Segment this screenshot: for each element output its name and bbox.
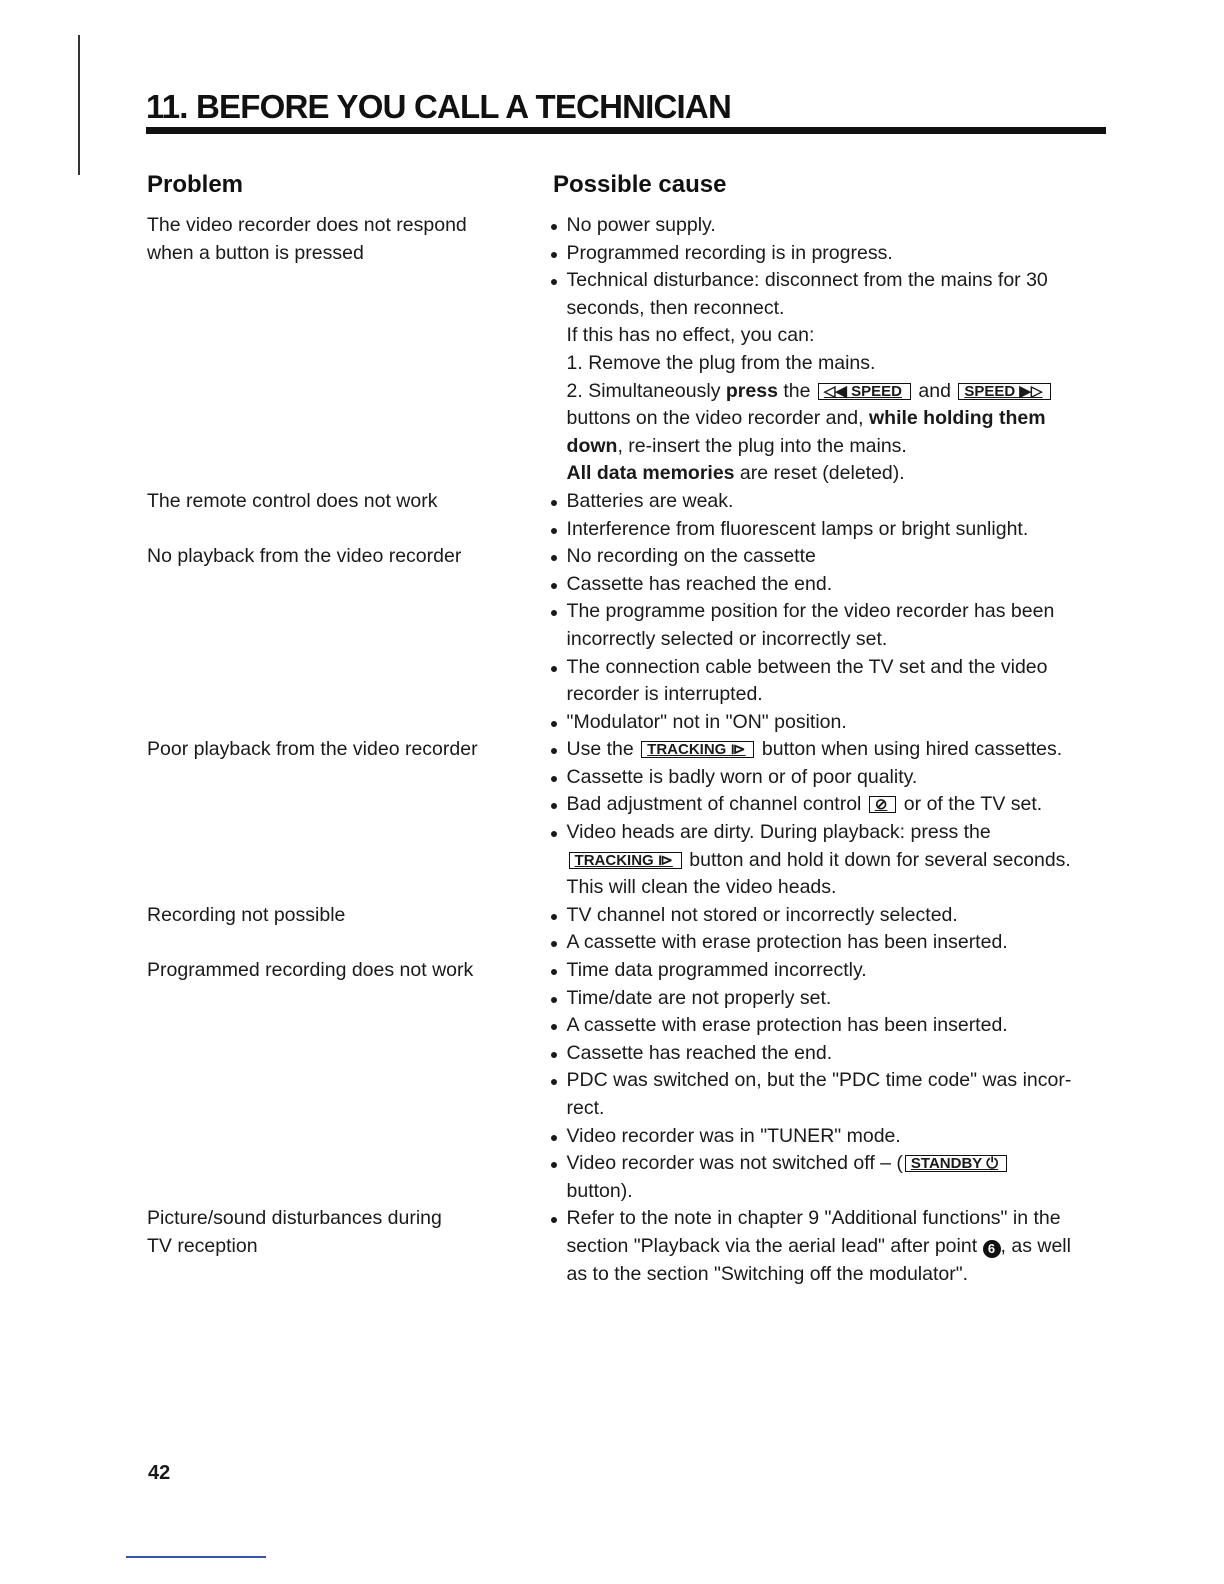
table-row: [147, 212, 1127, 488]
cause-text: buttons on the video recorder and,: [566, 407, 869, 430]
cause-text: Technical disturbance: disconnect from the mains for 30: [566, 269, 1048, 292]
cause-text: Use the: [566, 738, 640, 761]
cause-item: [551, 791, 1127, 819]
cause-text: the: [777, 379, 816, 402]
cause-item: [551, 240, 1127, 268]
cause-item: [551, 736, 1127, 764]
cause-text: Time/date are not properly set.: [566, 986, 832, 1009]
cause-text: rect.: [566, 1097, 605, 1119]
table-row: [147, 543, 1127, 736]
problem-text: No playback from the video recorder: [147, 545, 462, 568]
problem-text: Programmed recording does not work: [147, 959, 474, 982]
cause-item: [551, 929, 1127, 957]
cause-note: [551, 322, 1127, 350]
cause-text: section "Playback via the aerial lead" after point: [566, 1234, 983, 1257]
cause-note: [551, 350, 1127, 378]
cause-text: seconds, then reconnect.: [566, 296, 785, 319]
cause-item: [551, 543, 1127, 571]
cause-text: No power supply.: [566, 214, 716, 236]
cause-bold-text: while holding them: [868, 407, 1046, 430]
cause-text: Cassette has reached the end.: [566, 1041, 833, 1064]
cause-text: Video heads are dirty. During playback: press the: [566, 821, 991, 844]
cause-item: [551, 1123, 1127, 1151]
cause-list: [551, 488, 1127, 543]
cause-text: Batteries are weak.: [566, 489, 734, 512]
cause-text: If this has no effect, you can:: [566, 324, 815, 347]
cause-text: Cassette has reached the end.: [566, 572, 833, 595]
page-number: 42: [148, 1462, 171, 1484]
cause-list: [551, 736, 1127, 902]
cause-text: as to the section "Switching off the modulator".: [566, 1262, 969, 1285]
cause-text: recorder is interrupted.: [566, 683, 763, 706]
problem-text: Poor playback from the video recorder: [147, 738, 478, 761]
cause-list: [551, 543, 1127, 736]
footer-line: [126, 1556, 266, 1558]
cause-item: [551, 267, 1127, 322]
device-button-label: TRACKING ⧐: [569, 852, 682, 869]
cause-text: This will clean the video heads.: [566, 876, 837, 899]
cause-text: A cassette with erase protection has been inserted.: [566, 931, 1008, 954]
problem-text: The remote control does not work: [147, 489, 438, 512]
cause-text: Time data programmed incorrectly.: [566, 959, 867, 982]
cause-text: The connection cable between the TV set and the video: [566, 655, 1048, 678]
cause-item: [551, 598, 1127, 653]
cause-item: [551, 709, 1127, 737]
cause-text: button when using hired cassettes.: [756, 738, 1063, 761]
device-button-label: STANDBY ⏻: [905, 1155, 1007, 1172]
cause-text: 2. Simultaneously: [566, 379, 726, 402]
cause-note: [551, 460, 1127, 488]
cause-text: and: [912, 379, 957, 402]
step-number-icon: 6: [983, 1240, 1001, 1258]
troubleshooting-table: [147, 212, 1127, 1288]
table-row: [147, 1205, 1127, 1288]
cause-item: [551, 488, 1127, 516]
page-title: 11. BEFORE YOU CALL A TECHNICIAN: [146, 88, 731, 125]
cause-item: [551, 1205, 1127, 1288]
cause-text: Video recorder was not switched off – (: [566, 1152, 903, 1175]
cause-item: [551, 1067, 1127, 1122]
cause-item: [551, 654, 1127, 709]
cause-bold-text: All data memories: [566, 462, 735, 485]
cause-item: [551, 571, 1127, 599]
cause-note: [551, 378, 1127, 461]
cause-bold-text: down: [566, 434, 618, 457]
device-button-label: TRACKING ⧐: [641, 741, 754, 758]
problem-text: Picture/sound disturbances during TV reception: [147, 1207, 442, 1257]
table-row: [147, 957, 1127, 1205]
cause-item: [551, 957, 1127, 985]
cause-header: Possible cause: [553, 171, 727, 198]
cause-text: are reset (deleted).: [734, 462, 905, 485]
cause-text: Bad adjustment of channel control: [566, 793, 867, 816]
cause-item: [551, 819, 1127, 902]
cause-list: [551, 957, 1127, 1205]
cause-text: PDC was switched on, but the "PDC time code" was incor-: [566, 1069, 1072, 1092]
device-button-label: SPEED ▶▷: [958, 383, 1051, 400]
table-row: [147, 902, 1127, 957]
cause-text: Cassette is badly worn or of poor quality.: [566, 765, 918, 788]
cause-text: No recording on the cassette: [566, 545, 816, 568]
cause-text: Refer to the note in chapter 9 "Additional functions" in the: [566, 1207, 1061, 1230]
cause-text: or of the TV set.: [898, 793, 1043, 816]
table-row: [147, 488, 1127, 543]
cause-text: button).: [566, 1179, 633, 1202]
table-row: [147, 736, 1127, 902]
cause-item: [551, 764, 1127, 792]
cause-text: "Modulator" not in "ON" position.: [566, 710, 847, 733]
margin-line: [78, 35, 80, 175]
problem-text: Recording not possible: [147, 903, 346, 926]
cause-item: [551, 902, 1127, 930]
cause-text: The programme position for the video recorder has been: [566, 600, 1055, 623]
cause-list: [551, 1205, 1127, 1288]
device-button-label: ⊘: [869, 796, 897, 813]
cause-item: [551, 212, 1127, 240]
problem-header: Problem: [147, 171, 244, 198]
cause-text: button and hold it down for several seconds.: [683, 848, 1071, 871]
cause-list: [551, 902, 1127, 957]
cause-text: TV channel not stored or incorrectly selected.: [566, 903, 958, 926]
cause-item: [551, 985, 1127, 1013]
cause-bold-text: press: [725, 379, 778, 402]
cause-list: [551, 212, 1127, 488]
cause-item: [551, 1040, 1127, 1068]
problem-text: The video recorder does not respond when a button is pressed: [147, 214, 467, 264]
cause-text: , re-insert the plug into the mains.: [617, 434, 907, 457]
cause-item: [551, 516, 1127, 544]
cause-text: 1. Remove the plug from the mains.: [566, 351, 876, 374]
cause-text: Programmed recording is in progress.: [566, 241, 893, 264]
title-rule: [146, 127, 1106, 134]
cause-item: [551, 1012, 1127, 1040]
cause-text: A cassette with erase protection has been inserted.: [566, 1014, 1008, 1037]
cause-text: Interference from fluorescent lamps or bright sunlight.: [566, 517, 1029, 540]
cause-item: [551, 1150, 1127, 1205]
cause-text: Video recorder was in "TUNER" mode.: [566, 1124, 901, 1147]
cause-text: , as well: [1000, 1234, 1071, 1257]
device-button-label: ◁◀ SPEED: [818, 383, 911, 400]
cause-text: incorrectly selected or incorrectly set.: [566, 627, 888, 650]
